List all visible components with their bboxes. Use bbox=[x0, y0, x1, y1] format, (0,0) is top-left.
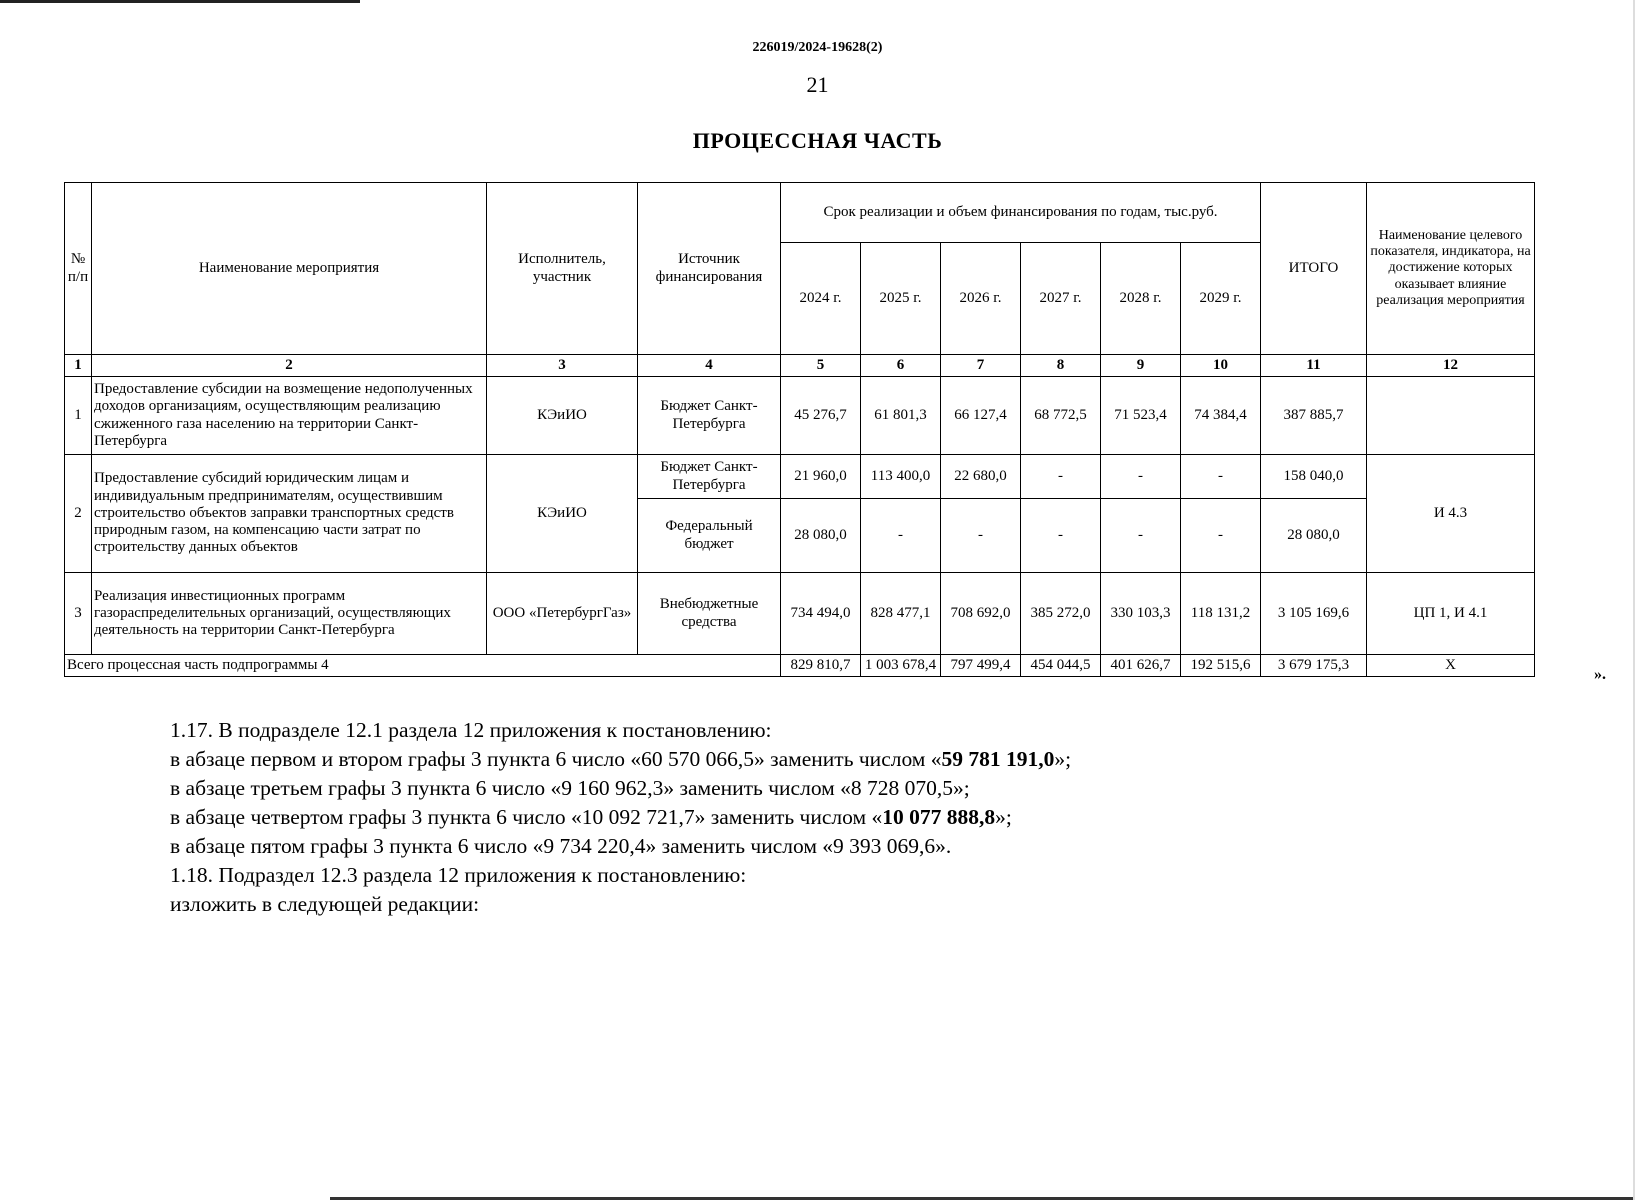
table-row bbox=[65, 377, 1535, 455]
row-value: - bbox=[1181, 499, 1261, 573]
row-value: 113 400,0 bbox=[861, 455, 941, 499]
column-number: 11 bbox=[1261, 355, 1367, 377]
row-value: - bbox=[1021, 499, 1101, 573]
column-number: 2 bbox=[92, 355, 487, 377]
total-grand: 3 679 175,3 bbox=[1261, 655, 1367, 677]
header-year: 2025 г. bbox=[861, 243, 941, 355]
header-source: Источник финансирования bbox=[638, 183, 781, 355]
row-value: 385 272,0 bbox=[1021, 573, 1101, 655]
row-value: - bbox=[861, 499, 941, 573]
row-value: 118 131,2 bbox=[1181, 573, 1261, 655]
header-num: № п/п bbox=[65, 183, 92, 355]
paragraph: 1.17. В подразделе 12.1 раздела 12 приложения к постановлению: bbox=[170, 718, 772, 742]
column-number: 12 bbox=[1367, 355, 1535, 377]
row-source: Федеральный бюджет bbox=[638, 499, 781, 573]
column-number: 4 bbox=[638, 355, 781, 377]
row-value: 734 494,0 bbox=[781, 573, 861, 655]
column-number: 3 bbox=[487, 355, 638, 377]
row-executor: ООО «ПетербургГаз» bbox=[487, 573, 638, 655]
bold-number: 59 781 191,0 bbox=[941, 747, 1055, 771]
column-number: 8 bbox=[1021, 355, 1101, 377]
page-number: 21 bbox=[806, 72, 829, 97]
row-value: - bbox=[941, 499, 1021, 573]
row-value: 21 960,0 bbox=[781, 455, 861, 499]
row-value: 61 801,3 bbox=[861, 377, 941, 455]
row-total: 28 080,0 bbox=[1261, 499, 1367, 573]
row-value: 71 523,4 bbox=[1101, 377, 1181, 455]
total-label: Всего процессная часть подпрограммы 4 bbox=[65, 655, 781, 677]
column-number: 6 bbox=[861, 355, 941, 377]
row-name: Реализация инвестиционных программ газораспределительных организаций, осуществляющих деятельность на территории Санкт-Петербурга bbox=[92, 573, 487, 655]
bold-number: 10 077 888,8 bbox=[882, 805, 996, 829]
header-year: 2024 г. bbox=[781, 243, 861, 355]
column-number: 9 bbox=[1101, 355, 1181, 377]
header-total: ИТОГО bbox=[1261, 183, 1367, 355]
row-value: - bbox=[1021, 455, 1101, 499]
paragraph: в абзаце пятом графы 3 пункта 6 число «9 734 220,4» заменить числом «9 393 069,6». bbox=[170, 834, 952, 858]
total-value: 192 515,6 bbox=[1181, 655, 1261, 677]
row-value: - bbox=[1101, 455, 1181, 499]
row-executor: КЭиИО bbox=[487, 377, 638, 455]
row-value: - bbox=[1101, 499, 1181, 573]
row-value: 708 692,0 bbox=[941, 573, 1021, 655]
paragraph: 1.18. Подраздел 12.3 раздела 12 приложения к постановлению: bbox=[170, 863, 747, 887]
header-executor: Исполнитель, участник bbox=[487, 183, 638, 355]
column-number: 5 bbox=[781, 355, 861, 377]
row-total: 158 040,0 bbox=[1261, 455, 1367, 499]
total-indicator: Х bbox=[1367, 655, 1535, 677]
row-value: 28 080,0 bbox=[781, 499, 861, 573]
total-value: 401 626,7 bbox=[1101, 655, 1181, 677]
row-source: Бюджет Санкт-Петербурга bbox=[638, 455, 781, 499]
row-source: Бюджет Санкт-Петербурга bbox=[638, 377, 781, 455]
page-title: ПРОЦЕССНАЯ ЧАСТЬ bbox=[692, 128, 943, 153]
row-executor: КЭиИО bbox=[487, 455, 638, 573]
paragraph: изложить в следующей редакции: bbox=[170, 892, 480, 916]
row-value: 45 276,7 bbox=[781, 377, 861, 455]
total-value: 797 499,4 bbox=[941, 655, 1021, 677]
row-indicator: И 4.3 bbox=[1367, 455, 1535, 573]
row-num: 3 bbox=[65, 573, 92, 655]
amendments-text bbox=[170, 716, 1071, 919]
table-row bbox=[65, 455, 1535, 499]
closing-quote: ». bbox=[1594, 666, 1606, 683]
scan-artifact-top bbox=[0, 0, 360, 3]
header-name: Наименование мероприятия bbox=[92, 183, 487, 355]
row-value: 66 127,4 bbox=[941, 377, 1021, 455]
total-value: 829 810,7 bbox=[781, 655, 861, 677]
row-value: 828 477,1 bbox=[861, 573, 941, 655]
column-number: 10 bbox=[1181, 355, 1261, 377]
table-row bbox=[65, 573, 1535, 655]
row-num: 2 bbox=[65, 455, 92, 573]
row-value: - bbox=[1181, 455, 1261, 499]
paragraph-text: »; bbox=[995, 805, 1012, 829]
paragraph: в абзаце третьем графы 3 пункта 6 число «9 160 962,3» заменить числом «8 728 070,5»; bbox=[170, 776, 970, 800]
paragraph bbox=[170, 745, 1071, 774]
header-period-group: Срок реализации и объем финансирования по годам, тыс.руб. bbox=[781, 183, 1261, 243]
header-year: 2027 г. bbox=[1021, 243, 1101, 355]
total-row bbox=[65, 655, 1535, 677]
row-value: 330 103,3 bbox=[1101, 573, 1181, 655]
document-id: 226019/2024-19628(2) bbox=[752, 40, 883, 55]
paragraph-text: в абзаце четвертом графы 3 пункта 6 число «10 092 721,7» заменить числом « bbox=[170, 805, 883, 829]
total-value: 1 003 678,4 bbox=[861, 655, 941, 677]
column-numbers-row bbox=[65, 355, 1535, 377]
header-year: 2029 г. bbox=[1181, 243, 1261, 355]
row-total: 387 885,7 bbox=[1261, 377, 1367, 455]
header-year: 2026 г. bbox=[941, 243, 1021, 355]
process-table bbox=[64, 182, 1535, 677]
row-value: 74 384,4 bbox=[1181, 377, 1261, 455]
row-indicator: ЦП 1, И 4.1 bbox=[1367, 573, 1535, 655]
header-year: 2028 г. bbox=[1101, 243, 1181, 355]
paragraph-text: в абзаце первом и втором графы 3 пункта 6 число «60 570 066,5» заменить числом « bbox=[170, 747, 942, 771]
header-indicator: Наименование целевого показателя, индикатора, на достижение которых оказывает влияние реализация мероприятия bbox=[1367, 183, 1535, 355]
row-num: 1 bbox=[65, 377, 92, 455]
row-name: Предоставление субсидии на возмещение недополученных доходов организациям, осуществляющим реализацию сжиженного газа населению на территории Санкт-Петербурга bbox=[92, 377, 487, 455]
column-number: 7 bbox=[941, 355, 1021, 377]
paragraph-text: »; bbox=[1054, 747, 1072, 771]
column-number: 1 bbox=[65, 355, 92, 377]
row-source: Внебюджетные средства bbox=[638, 573, 781, 655]
total-value: 454 044,5 bbox=[1021, 655, 1101, 677]
row-value: 22 680,0 bbox=[941, 455, 1021, 499]
paragraph bbox=[170, 803, 1071, 832]
row-value: 68 772,5 bbox=[1021, 377, 1101, 455]
row-total: 3 105 169,6 bbox=[1261, 573, 1367, 655]
row-indicator bbox=[1367, 377, 1535, 455]
row-name: Предоставление субсидий юридическим лицам и индивидуальным предпринимателям, осуществившим строительство объектов заправки транспортных средств природным газом, на компенсацию части затрат по строительству данных объектов bbox=[92, 455, 487, 573]
